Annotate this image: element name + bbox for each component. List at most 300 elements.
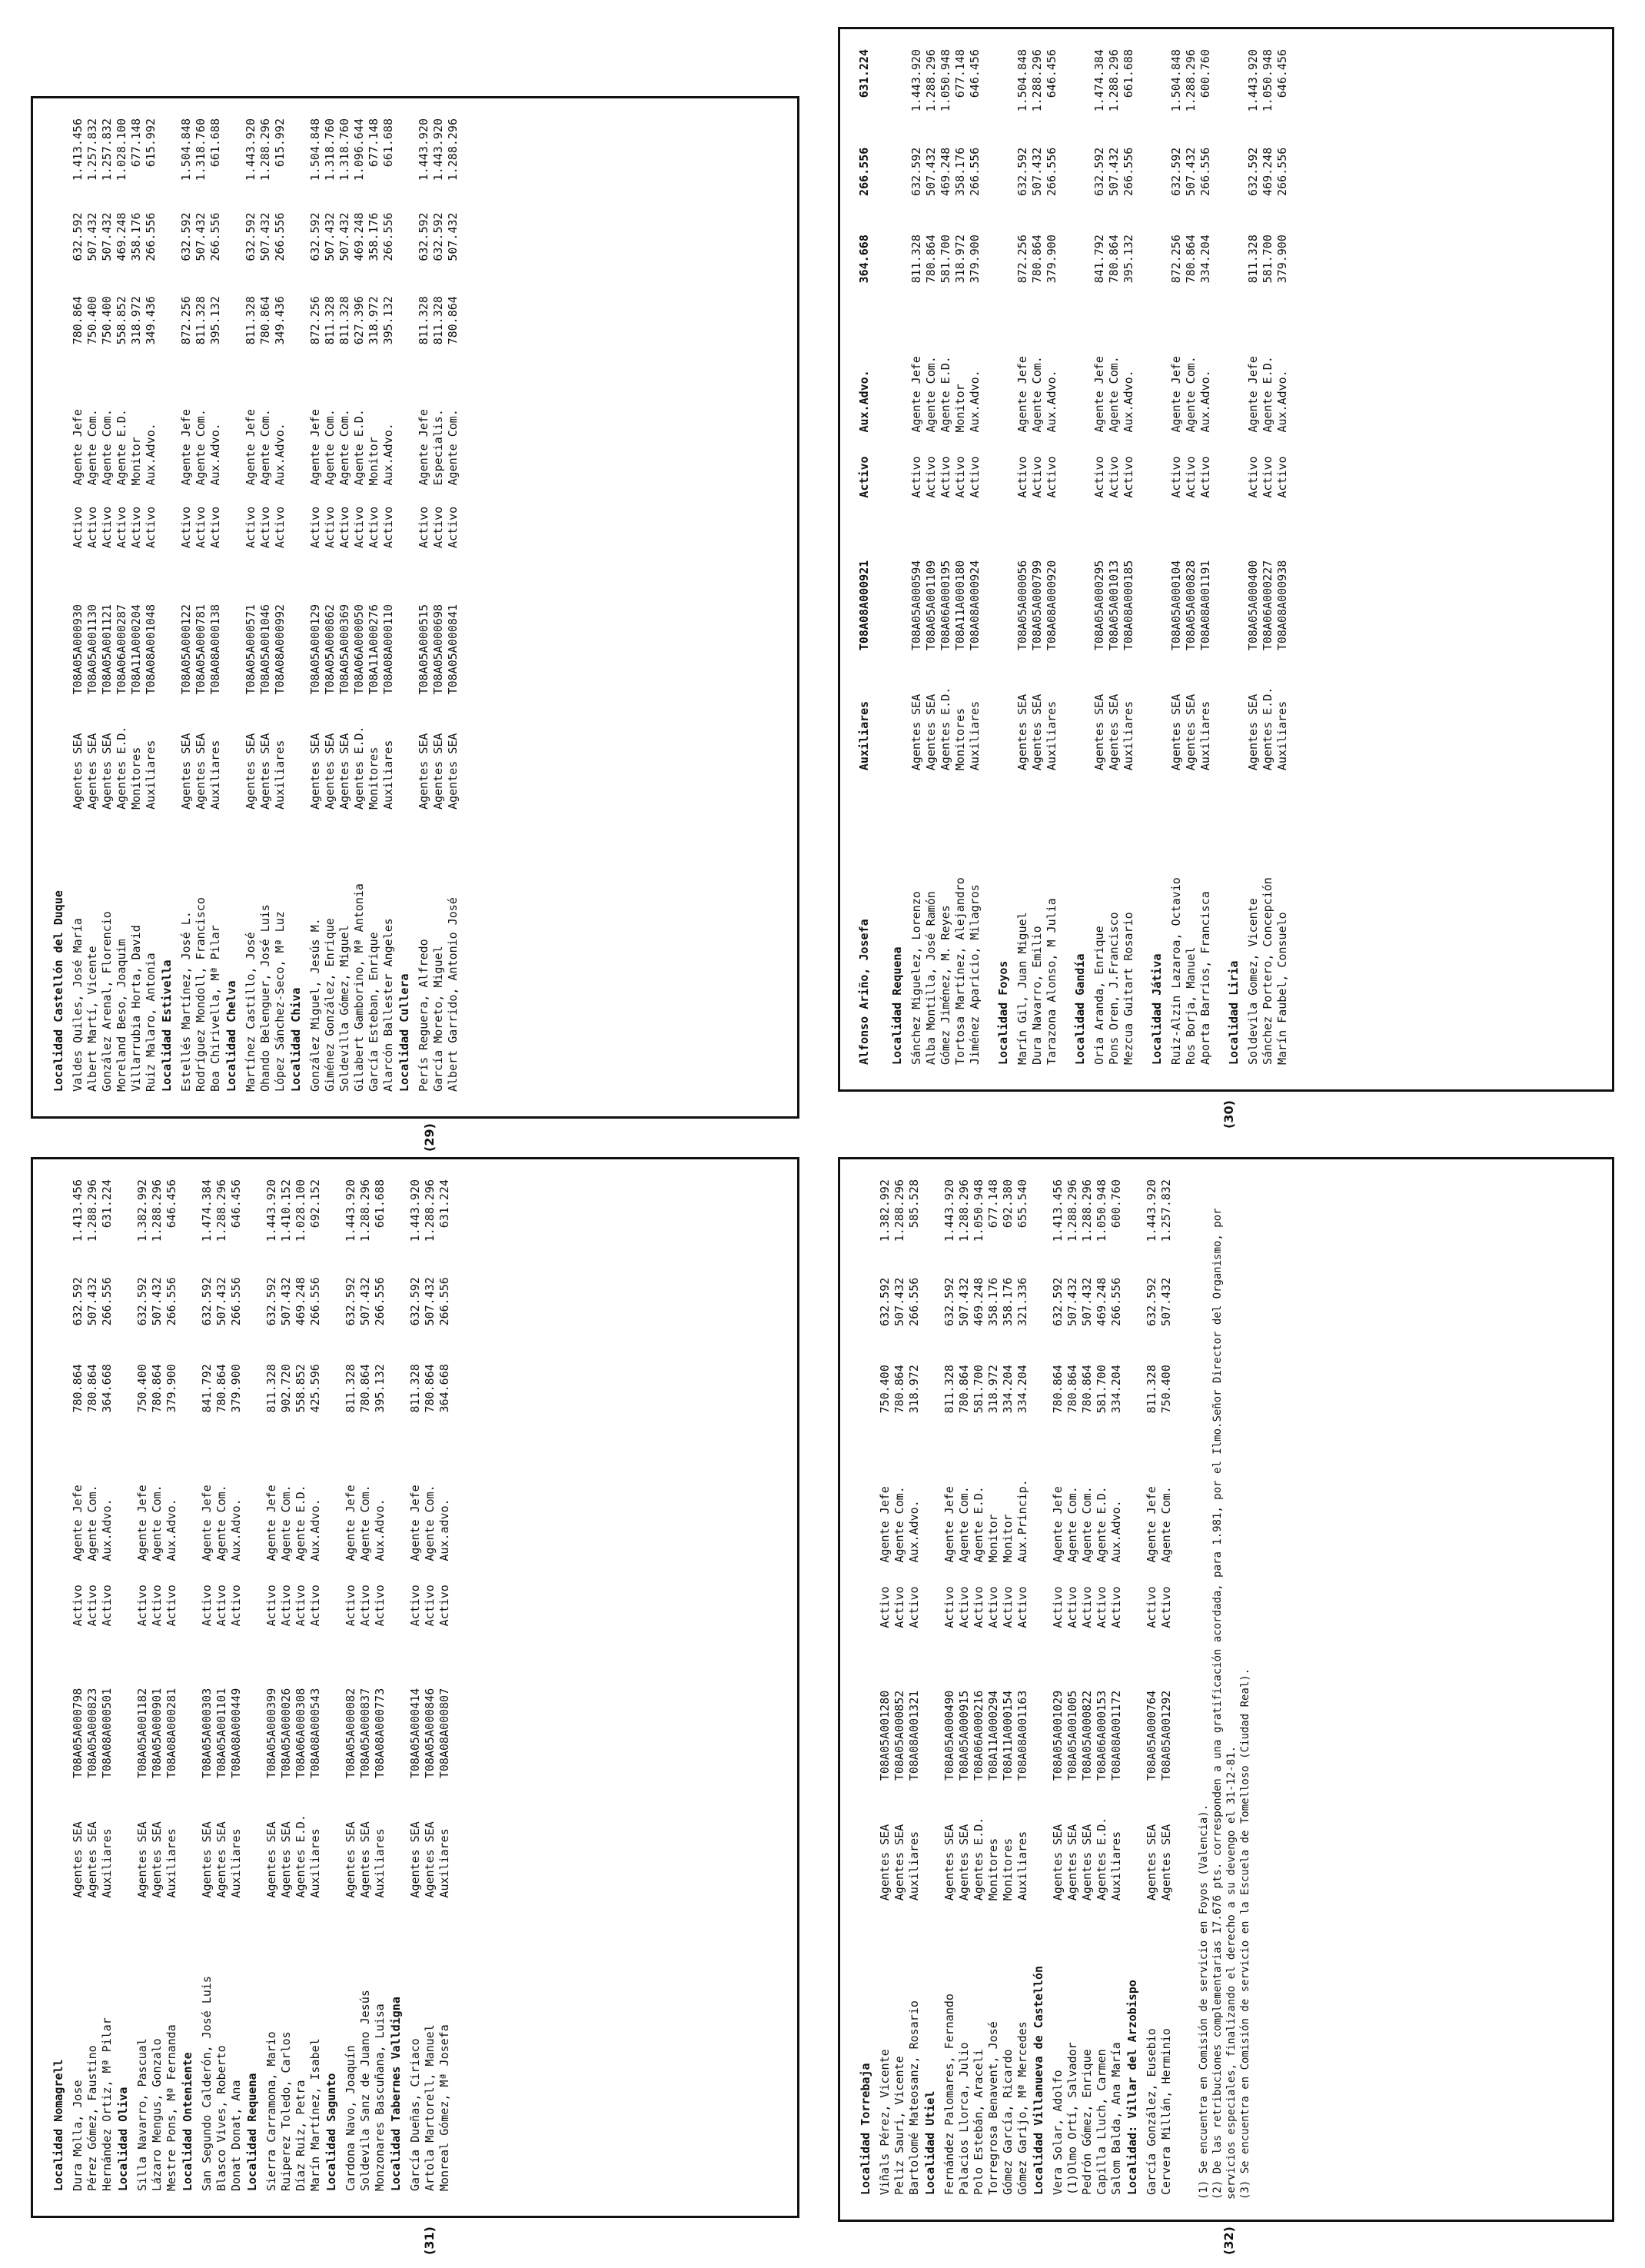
table-row [972,1175,986,2200]
cell-b: 632.592 [909,147,923,196]
cell-b: 507.432 [258,212,272,261]
cell-c: 1.288.296 [358,1179,372,1242]
cell-c: 1.257.832 [1159,1179,1173,1242]
cell-name: San Segundo Calderón, José Luis [200,1976,214,2191]
cell-sit: Activo [907,1586,921,1628]
cell-cat: Agentes SEA [200,1821,214,1898]
cell-cat: Monitores [986,1837,1000,1901]
cell-b: 507.432 [214,1277,228,1326]
cell-pue: Agente Com. [150,1485,164,1561]
cell-cat: Auxiliares [857,700,871,771]
cell-c: 631.224 [857,49,871,98]
page-30-panel [838,27,1614,1092]
cell-nrp: T08A05A000698 [431,604,445,695]
cell-name: Tortosa Martínez, Alejandro [953,877,967,1065]
cell-cat: Agentes E.D. [294,1814,307,1898]
cell-pue: Agente E.D. [939,356,952,433]
cell-b: 321.336 [1015,1277,1029,1326]
cell-name: (1)Olmo Ortí, Salvador [1065,2042,1079,2195]
cell-nrp: T08A08A000938 [1275,560,1289,651]
cell-c: 692.380 [1001,1179,1015,1229]
table-row [909,45,924,1069]
cell-pue: Agente Com. [1030,356,1044,433]
cell-pue: Agente Jefe [179,409,193,486]
cell-a: 780.864 [1184,234,1198,284]
staff-table [50,1175,452,2196]
cell-b: 469.248 [1095,1277,1108,1326]
cell-b: 632.592 [1246,147,1260,196]
locality-heading-row [1124,1175,1145,2200]
cell-c: 1.504.848 [308,118,322,181]
cell-sit: Activo [323,506,337,549]
cell-c: 1.474.384 [1092,49,1106,112]
cell-nrp: T08A05A000082 [344,1688,357,1779]
cell-nrp: T08A08A001163 [1015,1690,1029,1781]
cell-pue: Agente E.D. [352,409,366,486]
cell-sit: Activo [273,506,287,549]
cell-c: 1.288.296 [1184,49,1198,112]
cell-cat: Agentes SEA [431,733,445,810]
locality-heading: Localidad Foyos [996,960,1010,1065]
cell-cat: Auxiliares [144,740,158,810]
cell-name: Albert Martí, Vicente [85,946,99,1092]
cell-cat: Agentes SEA [1051,1824,1065,1901]
cell-c: 646.456 [1275,49,1289,98]
cell-sit: Activo [344,1585,357,1627]
table-row [1030,45,1045,1069]
cell-nrp: T08A11A000154 [1001,1690,1015,1781]
cell-c: 655.540 [1015,1179,1029,1229]
page-number-30: (30) [1221,1100,1236,1129]
cell-c: 1.474.384 [200,1179,214,1242]
cell-pue: Monitor [1001,1514,1015,1563]
cell-cat: Agentes SEA [71,1821,85,1898]
cell-c: 1.050.948 [972,1179,985,1242]
cell-cat: Auxiliares [1275,700,1289,771]
page-number-29: (29) [421,1123,437,1152]
locality-heading-row [1030,1175,1051,2200]
cell-cat: Agentes SEA [100,733,114,810]
locality-heading-row [244,1175,264,2196]
cell-c: 677.148 [367,118,381,168]
cell-b: 469.248 [939,147,952,196]
cell-nrp: T08A11A000276 [367,604,381,695]
cell-b: 507.432 [194,212,208,261]
cell-sit: Activo [164,1585,178,1627]
cell-nrp: T08A05A000915 [957,1690,971,1781]
cell-pue: Agente Com. [279,1485,293,1561]
cell-name: González Miguel, Jesús M. [308,918,322,1092]
cell-a: 349.436 [273,296,287,345]
cell-nrp: T08A05A000781 [194,604,208,695]
cell-sit: Activo [135,1585,149,1627]
cell-nrp: T08A05A000594 [909,560,923,651]
table-row [1109,1175,1124,2200]
locality-heading: Localidad Requena [245,2073,259,2191]
cell-cat: Agentes SEA [337,733,351,810]
table-row [1122,45,1136,1069]
cell-cat: Agentes SEA [417,733,430,810]
table-row [352,114,367,1096]
cell-sit: Activo [144,506,158,549]
locality-heading: Localidad Villanueva de Castellón [1032,1965,1045,2195]
table-row [1045,45,1059,1069]
cell-a: 750.400 [135,1364,149,1413]
cell-name: Soldevilla Gómez, Miguel [337,925,351,1092]
cell-c: 600.760 [1198,49,1212,98]
cell-name: Albert Garrido, Antonio José [446,897,460,1092]
cell-name: Perís Reguera, Alfredo [417,939,430,1092]
cell-pue: Agente E.D. [294,1485,307,1561]
cell-cat: Agentes SEA [258,733,272,810]
cell-pue: Aux.Advo. [381,423,395,486]
cell-a: 872.256 [179,296,193,345]
table-row [135,1175,150,2196]
cell-b: 358.176 [1001,1277,1015,1326]
cell-cat: Auxiliares [308,1828,322,1898]
cell-name: Pérez Gómez, Faustino [85,2045,99,2191]
cell-b: 632.592 [417,212,430,261]
cell-sit: Activo [1001,1586,1015,1628]
cell-cat: Monitores [129,747,143,810]
cell-a: 811.328 [244,296,258,345]
cell-pue: Monitor [129,437,143,486]
cell-c: 1.288.296 [85,1179,99,1242]
cell-b: 507.432 [150,1277,164,1326]
cell-b: 507.432 [85,1277,99,1326]
table-row [953,45,968,1069]
footnotes [1197,1175,1252,2200]
cell-nrp: T08A05A000399 [264,1688,278,1779]
cell-pue: Aux.Advo. [308,1498,322,1561]
cell-nrp: T08A05A001109 [924,560,938,651]
cell-cat: Agentes SEA [1159,1824,1173,1901]
cell-name: Marín Faubel, Consuelo [1275,912,1289,1065]
cell-c: 1.318.760 [323,118,337,181]
cell-b: 632.592 [200,1277,214,1326]
locality-heading: Localidad Requena [890,946,904,1065]
cell-b: 632.592 [344,1277,357,1326]
cell-c: 1.257.832 [100,118,114,181]
cell-pue: Agente Jefe [1015,356,1029,433]
cell-c: 1.096.644 [352,118,366,181]
cell-a: 318.972 [907,1365,921,1414]
cell-name: Estellés Martínez, José L. [179,911,193,1092]
cell-name: Alarcón Ballester Angeles [381,918,395,1092]
cell-nrp: T08A05A000823 [85,1688,99,1779]
cell-c: 1.288.296 [924,49,938,112]
cell-c: 1.288.296 [258,118,272,181]
cell-nrp: T08A05A000822 [1080,1690,1094,1781]
locality-heading-row [387,1175,408,2196]
table-row [71,114,85,1096]
cell-sit: Activo [986,1586,1000,1628]
table-row [229,1175,244,2196]
cell-name: Rodríguez Mondoll, Francisco [194,897,208,1092]
table-row [373,1175,387,2196]
cell-cat: Agentes SEA [323,733,337,810]
cell-sit: Activo [1045,456,1058,498]
table-row [100,114,115,1096]
cell-nrp: T08A05A000862 [323,604,337,695]
cell-a: 811.328 [1145,1365,1158,1414]
cell-a: 318.972 [953,234,967,284]
cell-nrp: T08A05A000026 [279,1688,293,1779]
cell-cat: Agentes SEA [1030,693,1044,771]
table-row [431,114,446,1096]
table-row [337,114,352,1096]
table-row [129,114,144,1096]
cell-name: Boa Chirivella, Mª Pilar [208,925,222,1092]
cell-b: 507.432 [358,1277,372,1326]
cell-nrp: T08A08A000501 [100,1688,114,1779]
cell-name: Ruiperez Toledo, Carlos [279,2031,293,2191]
table-row [1198,45,1213,1069]
cell-name: González Arenal, Florencio [100,911,114,1092]
locality-heading-row [876,45,909,1069]
cell-c: 631.224 [100,1179,114,1229]
cell-name: Torregrosa Benavent, José [986,2021,1000,2195]
cell-pue: Aux.Advo. [144,423,158,486]
cell-sit: Activo [1109,1586,1123,1628]
cell-a: 425.596 [308,1364,322,1413]
cell-sit: Activo [200,1585,214,1627]
cell-nrp: T08A05A001292 [1159,1690,1173,1781]
cell-name: Cardona Navo, Joaquín [344,2045,357,2191]
cell-cat: Auxiliares [968,700,982,771]
cell-name: Villarrubia Horta, David [129,925,143,1092]
cell-a: 379.900 [229,1364,243,1413]
cell-name: Aporta Barrios, Francisca [1198,891,1212,1065]
table-row [1001,1175,1015,2200]
cell-sit: Activo [279,1585,293,1627]
cell-nrp: T08A06A000227 [1261,560,1274,651]
cell-a: 811.328 [408,1364,422,1413]
cell-pue: Especialis. [431,409,445,486]
cell-b: 266.556 [229,1277,243,1326]
cell-a: 811.328 [431,296,445,345]
locality-heading: Localidad Castellón del Duque [52,890,65,1092]
cell-cat: Agentes SEA [1107,693,1121,771]
cell-c: 585.528 [907,1179,921,1229]
cell-name: Pons Oren, J.Francisco [1107,912,1121,1065]
cell-name: Alfonso Ariño, Josefa [857,919,871,1065]
cell-cat: Agentes SEA [244,733,258,810]
cell-c: 1.050.948 [1095,1179,1108,1242]
cell-name: Salom Balda, Ana María [1109,2042,1123,2195]
locality-heading-row [50,1175,71,2196]
cell-sit: Activo [953,456,967,498]
table-row [1184,45,1198,1069]
cell-b: 469.248 [294,1277,307,1326]
cell-c: 1.413.456 [1051,1179,1065,1242]
locality-heading-row [115,1175,135,2196]
cell-pue: Agente Com. [85,409,99,486]
cell-cat: Agentes SEA [957,1824,971,1901]
cell-cat: Auxiliares [1015,1831,1029,1901]
cell-pue: Agente Com. [1159,1486,1173,1563]
cell-b: 507.432 [957,1277,971,1326]
cell-name: Martínez Castillo, José [244,932,258,1092]
cell-pue: Agente Com. [1107,356,1121,433]
cell-pue: Aux.Advo. [1122,370,1135,433]
table-row [144,114,158,1096]
cell-a: 750.400 [878,1365,892,1414]
cell-sit: Activo [308,506,322,549]
footnote: (2) De las retribuciones complementarias 17.676 pts. corresponden a una gratificación acordada, para 1.981, por el Ilmo.Señor Director del Organismo, por servicios especiales, finalizando el derecho a su devengo el 31-12-81. [1211,1201,1238,2200]
cell-a: 811.328 [264,1364,278,1413]
cell-cat: Auxiliares [1198,700,1212,771]
cell-cat: Auxiliares [100,1828,114,1898]
table-row [1080,1175,1095,2200]
table-row [1107,45,1122,1069]
cell-name: Polo Estebán, Araceli [972,2049,985,2195]
cell-nrp: T08A05A000400 [1246,560,1260,651]
cell-nrp: T08A06A000050 [352,604,366,695]
cell-a: 780.864 [71,296,85,345]
cell-pue: Agente E.D. [1095,1486,1108,1563]
cell-c: 600.760 [1109,1179,1123,1229]
cell-a: 780.864 [358,1364,372,1413]
locality-heading: Localidad Tabernes Valldigna [389,1997,403,2191]
cell-pue: Agente Com. [258,409,272,486]
cell-sit: Activo [85,506,99,549]
cell-pue: Agente Jefe [308,409,322,486]
cell-b: 632.592 [1169,147,1183,196]
cell-a: 581.700 [1261,234,1274,284]
table-row [294,1175,308,2196]
cell-nrp: T08A08A000543 [308,1688,322,1779]
cell-b: 469.248 [972,1277,985,1326]
cell-b: 469.248 [352,212,366,261]
cell-pue: Agente E.D. [1261,356,1274,433]
cell-cat: Agentes SEA [194,733,208,810]
cell-b: 266.556 [308,1277,322,1326]
cell-pue: Monitor [367,437,381,486]
cell-name: Fernández Palomares, Fernando [942,1994,956,2195]
cell-b: 266.556 [1045,147,1058,196]
staff-table [857,45,1290,1069]
cell-b: 266.556 [907,1277,921,1326]
cell-a: 872.256 [1015,234,1029,284]
cell-a: 395.132 [1122,234,1135,284]
cell-cat: Auxiliares [229,1828,243,1898]
cell-pue: Aux.Advo. [857,370,871,433]
cell-c: 615.992 [273,118,287,168]
cell-sit: Activo [1169,456,1183,498]
cell-name: Ruiz-Alzin Lazaroa, Octavio [1169,877,1183,1065]
locality-heading: Localidad Onteniente [181,2052,194,2191]
cell-nrp: T08A08A000185 [1122,560,1135,651]
cell-c: 1.410.152 [279,1179,293,1242]
cell-a: 318.972 [986,1365,1000,1414]
cell-a: 334.204 [1198,234,1212,284]
cell-a: 811.328 [417,296,430,345]
cell-cat: Agentes E.D. [939,687,952,771]
locality-heading: Localidad Oliva [116,2087,130,2191]
table-row [214,1175,229,2196]
cell-cat: Agentes SEA [279,1821,293,1898]
cell-a: 780.864 [214,1364,228,1413]
table-row [71,1175,85,2196]
cell-pue: Aux.Advo. [373,1498,387,1561]
cell-pue: Agente Jefe [878,1486,892,1563]
cell-b: 507.432 [337,212,351,261]
locality-heading-row [1059,45,1092,1069]
footnote: (3) Se encuentra en Comisión de servicio en la Escuela de Tomelloso (Ciudad Real). [1239,1668,1251,2200]
cell-a: 780.864 [957,1365,971,1414]
cell-nrp: T08A08A000992 [273,604,287,695]
cell-c: 1.028.100 [115,118,128,181]
locality-heading: Localidad Torrebaja [859,2063,872,2195]
cell-name: García González, Eusebio [1145,2028,1158,2195]
table-row [85,1175,100,2196]
table-row [417,114,431,1096]
cell-sit: Activo [100,1585,114,1627]
cell-sit: Activo [352,506,366,549]
cell-b: 358.176 [129,212,143,261]
cell-c: 661.688 [373,1179,387,1229]
locality-heading-row [223,114,244,1096]
cell-a: 334.204 [1109,1365,1123,1414]
cell-sit: Activo [1275,456,1289,498]
cell-sit: Activo [857,456,871,498]
cell-cat: Agentes E.D. [1261,687,1274,771]
table-row [179,114,194,1096]
cell-nrp: T08A11A000204 [129,604,143,695]
page-number-31: (31) [421,2226,437,2255]
locality-heading: Localidad Játiva [1150,953,1164,1065]
cell-b: 266.556 [208,212,222,261]
cell-nrp: T08A05A001101 [214,1688,228,1779]
table-row [892,1175,907,2200]
cell-nrp: T08A05A001046 [258,604,272,695]
table-row [381,114,396,1096]
cell-c: 1.288.296 [423,1179,437,1242]
cell-b: 507.432 [1030,147,1044,196]
locality-heading-row [922,1175,942,2200]
cell-a: 318.972 [367,296,381,345]
cell-nrp: T08A05A000571 [244,604,258,695]
cell-c: 1.288.296 [1065,1179,1079,1242]
cell-nrp: T08A05A000846 [423,1688,437,1779]
cell-a: 811.328 [909,234,923,284]
cell-c: 661.688 [381,118,395,168]
cell-sit: Activo [308,1585,322,1627]
cell-a: 872.256 [308,296,322,345]
cell-pue: Agente Com. [194,409,208,486]
cell-pue: Agente Com. [100,409,114,486]
cell-a: 379.900 [1275,234,1289,284]
cell-c: 1.288.296 [446,118,460,181]
cell-pue: Agente Jefe [71,1485,85,1561]
cell-nrp: T08A05A001013 [1107,560,1121,651]
cell-c: 646.456 [229,1179,243,1229]
cell-name: Gilabert Gamborino, Mª Antonia [352,883,366,1092]
cell-a: 811.328 [194,296,208,345]
cell-sit: Activo [1159,1586,1173,1628]
table-row [208,114,223,1096]
table-row [857,45,876,1069]
cell-nrp: T08A05A001280 [878,1690,892,1781]
cell-b: 632.592 [942,1277,956,1326]
cell-cat: Auxiliares [164,1828,178,1898]
cell-b: 469.248 [115,212,128,261]
cell-nrp: T08A08A001172 [1109,1690,1123,1781]
table-row [423,1175,437,2196]
cell-sit: Activo [446,506,460,549]
cell-cat: Agentes SEA [1246,693,1260,771]
